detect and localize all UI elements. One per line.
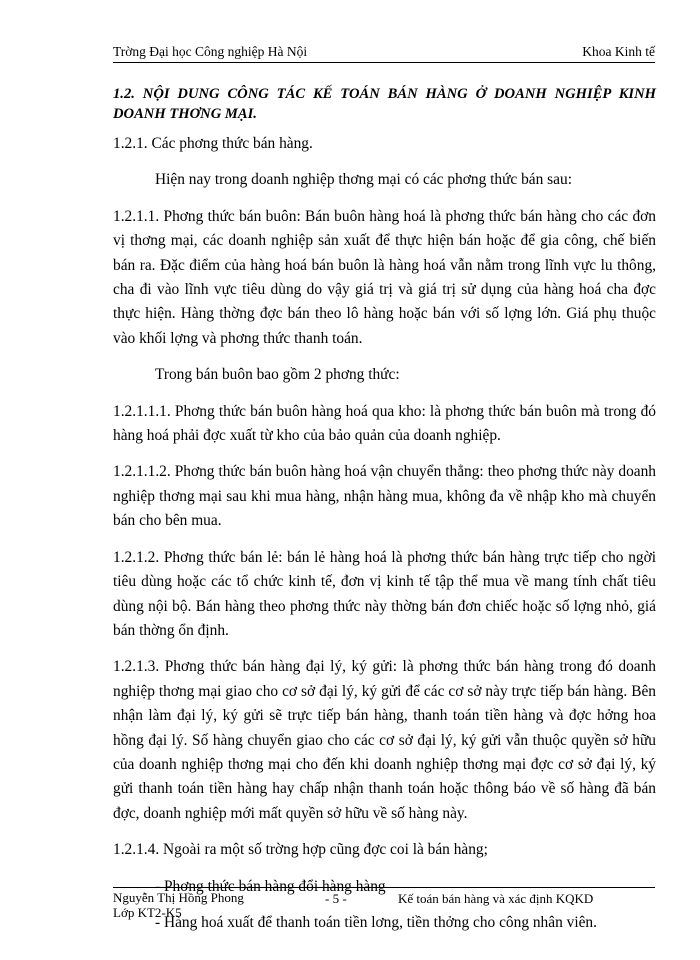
paragraph-other-cases: 1.2.1.4. Ngoài ra một số trờng hợp cũng đợc coi là bán hàng;: [113, 841, 488, 859]
paragraph-wholesale-methods: Trong bán buôn bao gồm 2 phơng thức:: [155, 366, 400, 384]
header-school: Trờng Đại học Công nghiệp Hà Nội: [113, 44, 308, 59]
paragraph-wholesale: 1.2.1.1. Phơng thức bán buôn: Bán buôn hàng hoá là phơng thức bán hàng cho các đơn vị thơng mại, các doanh nghiệp sản xuất để thực hiện bán hoặc để gia công, chế biến bán ra. Đặc điểm của hàng hoá bán buôn là hàng hoá vẫn nằm trong lĩnh vực lu thông, cha đi vào lĩnh vực tiêu dùng do vậy giá trị và giá trị sử dụng của hàng hoá cha đợc thực hiện. Hàng thờng đợc bán theo lô hàng hoặc bán với số lợng lớn. Giá phụ thuộc vào khối lợng và phơng thức thanh toán.: [113, 207, 656, 347]
paragraph-direct-wholesale: 1.2.1.1.2. Phơng thức bán buôn hàng hoá vận chuyển thẳng: theo phơng thức này doanh nghiệp thơng mại sau khi mua hàng, nhận hàng mua, không đa về nhập kho mà chuyển bán cho bên mua.: [113, 463, 656, 530]
paragraph-retail: 1.2.1.2. Phơng thức bán lẻ: bán lẻ hàng hoá là phơng thức bán hàng trực tiếp cho ngời tiêu dùng hoặc các tổ chức kinh tế, đơn vị kinh tế tập thể mua về mang tính chất tiêu dùng nội bộ. Bán hàng theo phơng thức này thờng bán đơn chiếc hoặc số lợng nhỏ, giá bán thờng ổn định.: [113, 548, 656, 639]
page-number: - 5 -: [325, 891, 347, 906]
footer-subject: Kế toán bán hàng và xác định KQKD: [398, 891, 594, 906]
footer-author: Nguyễn Thị Hồng Phong: [113, 890, 244, 905]
section-title: 1.2. NỘI DUNG CÔNG TÁC KẾ TOÁN BÁN HÀNG Ở DOANH NGHIỆP KINH DOANH THƠNG MẠI.: [113, 86, 656, 122]
paragraph-agency: 1.2.1.3. Phơng thức bán hàng đại lý, ký gửi: là phơng thức bán hàng trong đó doanh nghiệp thơng mại giao cho cơ sở đại lý, ký gửi để các cơ sở này trực tiếp bán hàng. Bên nhận làm đại lý, ký gửi sẽ trực tiếp bán hàng, thanh toán tiền hàng và đợc hởng hoa hồng đại lý. Số hàng chuyển giao cho các cơ sở đại lý, ký gửi vẫn thuộc quyền sở hữu của doanh nghiệp thơng mại cho đến khi doanh nghiệp thơng mại đợc cơ sở đại lý, ký gửi thanh toán tiền hàng hay chấp nhận thanh toán hoặc thông báo về số hàng đã bán đợc, doanh nghiệp mới mất quyền sở hữu về số hàng này.: [113, 658, 656, 822]
page-footer: [113, 887, 655, 920]
paragraph-warehouse-wholesale: 1.2.1.1.1. Phơng thức bán buôn hàng hoá qua kho: là phơng thức bán buôn mà trong đó hàng hoá phải đợc xuất từ kho của bảo quản của doanh nghiệp.: [113, 402, 656, 445]
header-faculty: Khoa Kinh tế: [582, 44, 655, 59]
subsection-heading: 1.2.1. Các phơng thức bán hàng.: [113, 135, 313, 152]
intro-paragraph: Hiện nay trong doanh nghiệp thơng mại có các phơng thức bán sau:: [155, 171, 572, 189]
bullet-item: - Hàng hoá xuất để thanh toán tiền lơng, tiền thởng cho công nhân viên.: [155, 913, 597, 931]
bullet-item: - Phơng thức bán hàng đổi hàng hàng: [155, 877, 386, 895]
document-body: [113, 84, 656, 947]
footer-class: Lớp KT2-K5: [113, 905, 182, 920]
page-header: [113, 44, 655, 63]
